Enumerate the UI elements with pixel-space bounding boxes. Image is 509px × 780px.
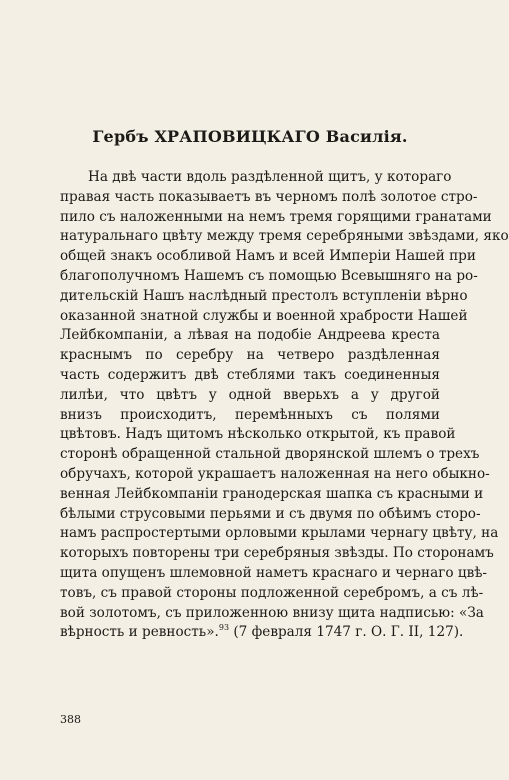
text-line: обручахъ, которой украшаетъ наложенная на него обыкно- xyxy=(60,465,490,482)
text-line: которыхъ повторены три серебряныя звѣзды. По сторонамъ xyxy=(60,545,494,562)
text-line: натуральнаго цвѣту между тремя серебряными звѣздами, яко xyxy=(60,228,509,245)
last-line-text: вѣрность и ревность». xyxy=(60,624,219,641)
text-line: Лейбкомпаніи, а лѣвая на подобіе Андреева креста xyxy=(60,327,440,344)
text-line: щита опущенъ шлемовной наметъ краснаго и чернаго цвѣ- xyxy=(60,564,488,581)
text-line: намъ распростертыми орловыми крылами чернагу цвѣту, на xyxy=(60,525,499,542)
source-reference: (7 февраля 1747 г. О. Г. II, 127). xyxy=(229,624,464,641)
text-line: правая часть показываетъ въ черномъ полѣ золотое стро- xyxy=(60,188,478,205)
text-line: товъ, съ правой стороны подложенной серебромъ, а съ лѣ- xyxy=(60,584,484,601)
text-line xyxy=(60,623,464,643)
page-number: 388 xyxy=(60,713,81,726)
text-line: вой золотомъ, съ приложенною внизу щита надписью: «За xyxy=(60,604,484,621)
text-line: краснымъ по серебру на четверо раздѣленная xyxy=(60,347,440,364)
text-line: пило съ наложенными на немъ тремя горящими гранатами xyxy=(60,208,492,225)
text-line: бѣлыми струсовыми перьями и съ двумя по обѣимъ сторо- xyxy=(60,505,481,522)
text-line: благополучномъ Нашемъ съ помощью Всевышняго на ро- xyxy=(60,267,478,284)
text-line: лилѣи, что цвѣтъ у одной вверьхъ а у другой xyxy=(60,386,440,403)
text-line: На двѣ части вдоль раздѣленной щитъ, у котораго xyxy=(88,169,452,185)
text-line: сторонѣ обращенной стальной дворянской шлемъ о трехъ xyxy=(60,446,480,463)
footnote-marker[interactable]: 93 xyxy=(218,623,230,633)
page-title: Гербъ ХРАПОВИЦКАГО Василія. xyxy=(92,127,408,146)
text-line: общей знакъ особливой Намъ и всей Имперіи Нашей при xyxy=(60,248,476,265)
text-line: часть содержитъ двѣ стеблями такъ соединенныя xyxy=(60,366,440,383)
text-line: цвѣтовъ. Надъ щитомъ нѣсколько открытой, къ правой xyxy=(60,426,456,443)
text-line: венная Лейбкомпаніи гранодерская шапка съ красными и xyxy=(60,485,484,502)
text-line: дительскій Нашъ наслѣдный престолъ вступленіи вѣрно xyxy=(60,287,468,304)
text-line: внизъ происходитъ, перемѣнныхъ съ полями xyxy=(60,406,440,423)
text-line: оказанной знатной службы и военной храбрости Нашей xyxy=(60,307,468,324)
body-paragraph xyxy=(60,168,509,643)
